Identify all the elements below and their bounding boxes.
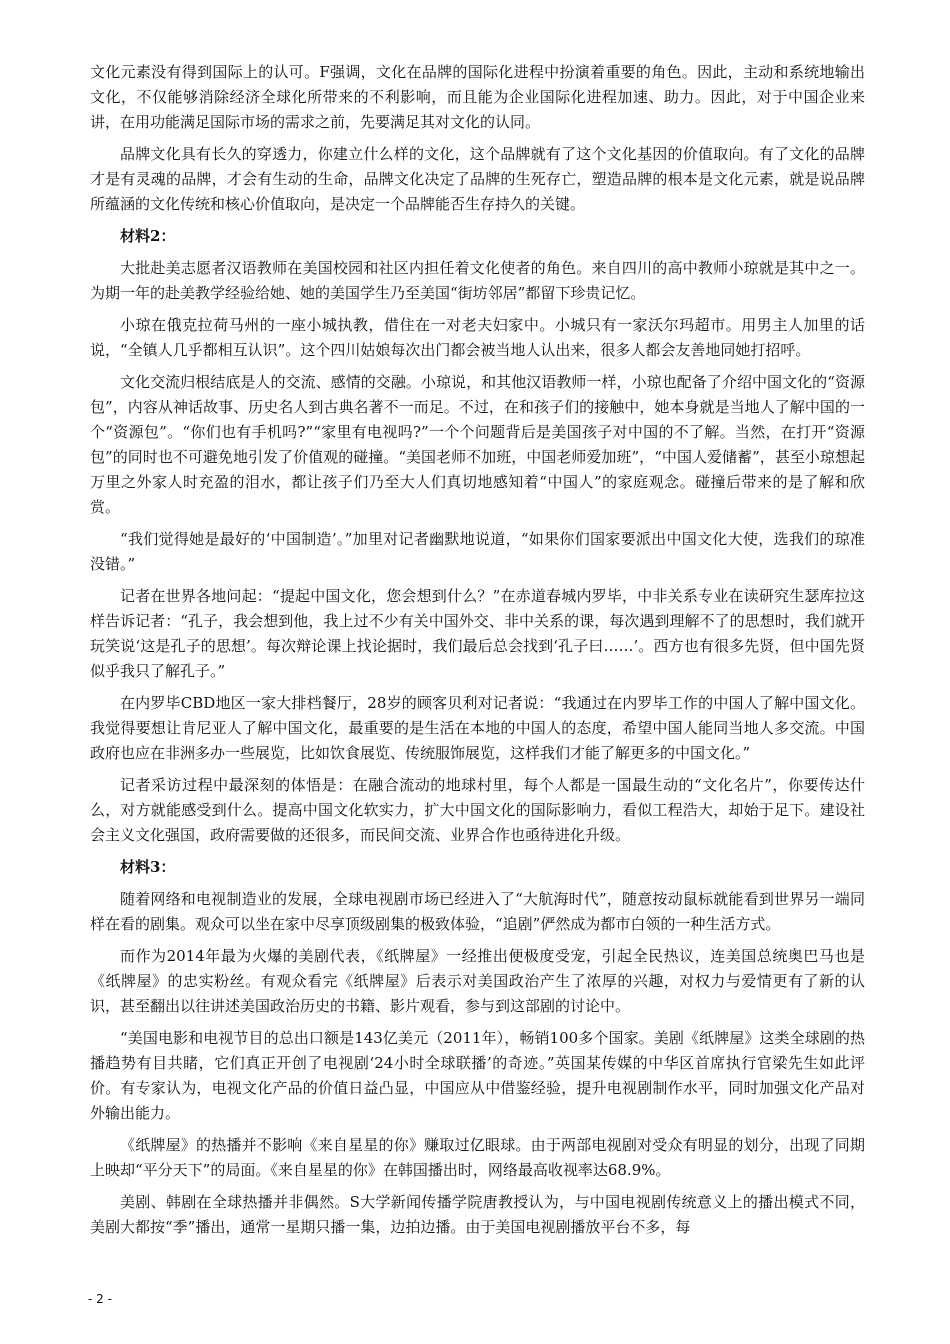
document-body	[90, 60, 865, 1247]
section-heading-material-2: 材料2：	[120, 227, 176, 245]
paragraph-6: “我们觉得她是最好的‘中国制造’。”加里对记者幽默地说道，“如果你们国家要派出中国文化大使，选我们的琼准没错。”	[90, 530, 865, 573]
paragraph-11: 而作为2014年最为火爆的美剧代表，《纸牌屋》一经推出便极度受宠，引起全民热议，连美国总统奥巴马也是《纸牌屋》的忠实粉丝。有观众看完《纸牌屋》后表示对美国政治产生了浓厚的兴趣，对权力与爱情更有了新的认识，甚至翻出以往讲述美国政治历史的书籍、影片观看，参与到这部剧的讨论中。	[90, 947, 865, 1015]
paragraph-2: 品牌文化具有长久的穿透力，你建立什么样的文化，这个品牌就有了这个文化基因的价值取向。有了文化的品牌才是有灵魂的品牌，才会有生动的生命，品牌文化决定了品牌的生死存亡，塑造品牌的根本是文化元素，就是说品牌所蕴涵的文化传统和核心价值取向，是决定一个品牌能否生存持久的关键。	[90, 145, 865, 213]
paragraph-4: 小琼在俄克拉荷马州的一座小城执教，借住在一对老夫妇家中。小城只有一家沃尔玛超市。用男主人加里的话说，“全镇人几乎都相互认识”。这个四川姑娘每次出门都会被当地人认出来，很多人都会友善地同她打招呼。	[90, 316, 865, 359]
paragraph-5: 文化交流归根结底是人的交流、感情的交融。小琼说，和其他汉语教师一样，小琼也配备了介绍中国文化的“资源包”，内容从神话故事、历史名人到古典名著不一而足。不过，在和孩子们的接触中，她本身就是当地人了解中国的一个“资源包”。“你们也有手机吗?”“家里有电视吗?”一个个问题背后是美国孩子对中国的不了解。当然，在打开“资源包”的同时也不可避免地引发了价值观的碰撞。“美国老师不加班，中国老师爱加班”，“中国人爱储蓄”，甚至小琼想起万里之外家人时充盈的泪水，都让孩子们乃至大人们真切地感知着“中国人”的家庭观念。碰撞后带来的是了解和欣赏。	[90, 373, 865, 516]
section-heading-material-3: 材料3：	[120, 858, 176, 876]
paragraph-10: 随着网络和电视制造业的发展，全球电视剧市场已经进入了“大航海时代”，随意按动鼠标就能看到世界另一端同样在看的剧集。观众可以坐在家中尽享顶级剧集的极致体验，“追剧”俨然成为都市白领的一种生活方式。	[90, 890, 865, 933]
paragraph-3: 大批赴美志愿者汉语教师在美国校园和社区内担任着文化使者的角色。来自四川的高中教师小琼就是其中之一。为期一年的赴美教学经验给她、她的美国学生乃至美国“街坊邻居”都留下珍贵记忆。	[90, 259, 865, 302]
paragraph-12: “美国电影和电视节目的总出口额是143亿美元（2011年），畅销100多个国家。美剧《纸牌屋》这类全球剧的热播趋势有目共睹，它们真正开创了电视剧‘24小时全球联播’的奇迹。”英国某传媒的中华区首席执行官梁先生如此评价。有专家认为，电视文化产品的价值日益凸显，中国应从中借鉴经验，提升电视剧制作水平，同时加强文化产品对外输出能力。	[90, 1029, 865, 1122]
paragraph-9: 记者采访过程中最深刻的体悟是：在融合流动的地球村里，每个人都是一国最生动的“文化名片”，你要传达什么，对方就能感受到什么。提高中国文化软实力，扩大中国文化的国际影响力，看似工程浩大，却始于足下。建设社会主义文化强国，政府需要做的还很多，而民间交流、业界合作也亟待进化升级。	[90, 776, 865, 844]
paragraph-1: 文化元素没有得到国际上的认可。F强调，文化在品牌的国际化进程中扮演着重要的角色。因此，主动和系统地输出文化，不仅能够消除经济全球化所带来的不利影响，而且能为企业国际化进程加速、助力。因此，对于中国企业来讲，在用功能满足国际市场的需求之前，先要满足其对文化的认同。	[90, 63, 865, 131]
paragraph-7: 记者在世界各地问起：“提起中国文化，您会想到什么？”在赤道春城内罗毕，中非关系专业在读研究生瑟库拉这样告诉记者：“孔子，我会想到他，我上过不少有关中国外交、非中关系的课，每次遇到理解不了的思想时，我们就开玩笑说‘这是孔子的思想’。每次辩论课上找论据时，我们最后总会找到‘孔子曰……’。西方也有很多先贤，但中国先贤似乎我只了解孔子。”	[90, 587, 865, 680]
paragraph-8: 在内罗毕CBD地区一家大排档餐厅，28岁的顾客贝利对记者说：“我通过在内罗毕工作的中国人了解中国文化。我觉得要想让肯尼亚人了解中国文化，最重要的是生活在本地的中国人的态度，希望中国人能同当地人多交流。中国政府也应在非洲多办一些展览，比如饮食展览、传统服饰展览，这样我们才能了解更多的中国文化。”	[90, 694, 865, 762]
paragraph-14: 美剧、韩剧在全球热播并非偶然。S大学新闻传播学院唐教授认为，与中国电视剧传统意义上的播出模式不同，美剧大都按“季”播出，通常一星期只播一集，边拍边播。由于美国电视剧播放平台不多，每	[90, 1193, 865, 1236]
page-number: - 2 -	[88, 1292, 112, 1306]
paragraph-13: 《纸牌屋》的热播并不影响《来自星星的你》赚取过亿眼球。由于两部电视剧对受众有明显的划分，出现了同期上映却“平分天下”的局面。《来自星星的你》在韩国播出时，网络最高收视率达68.9%。	[90, 1136, 865, 1179]
